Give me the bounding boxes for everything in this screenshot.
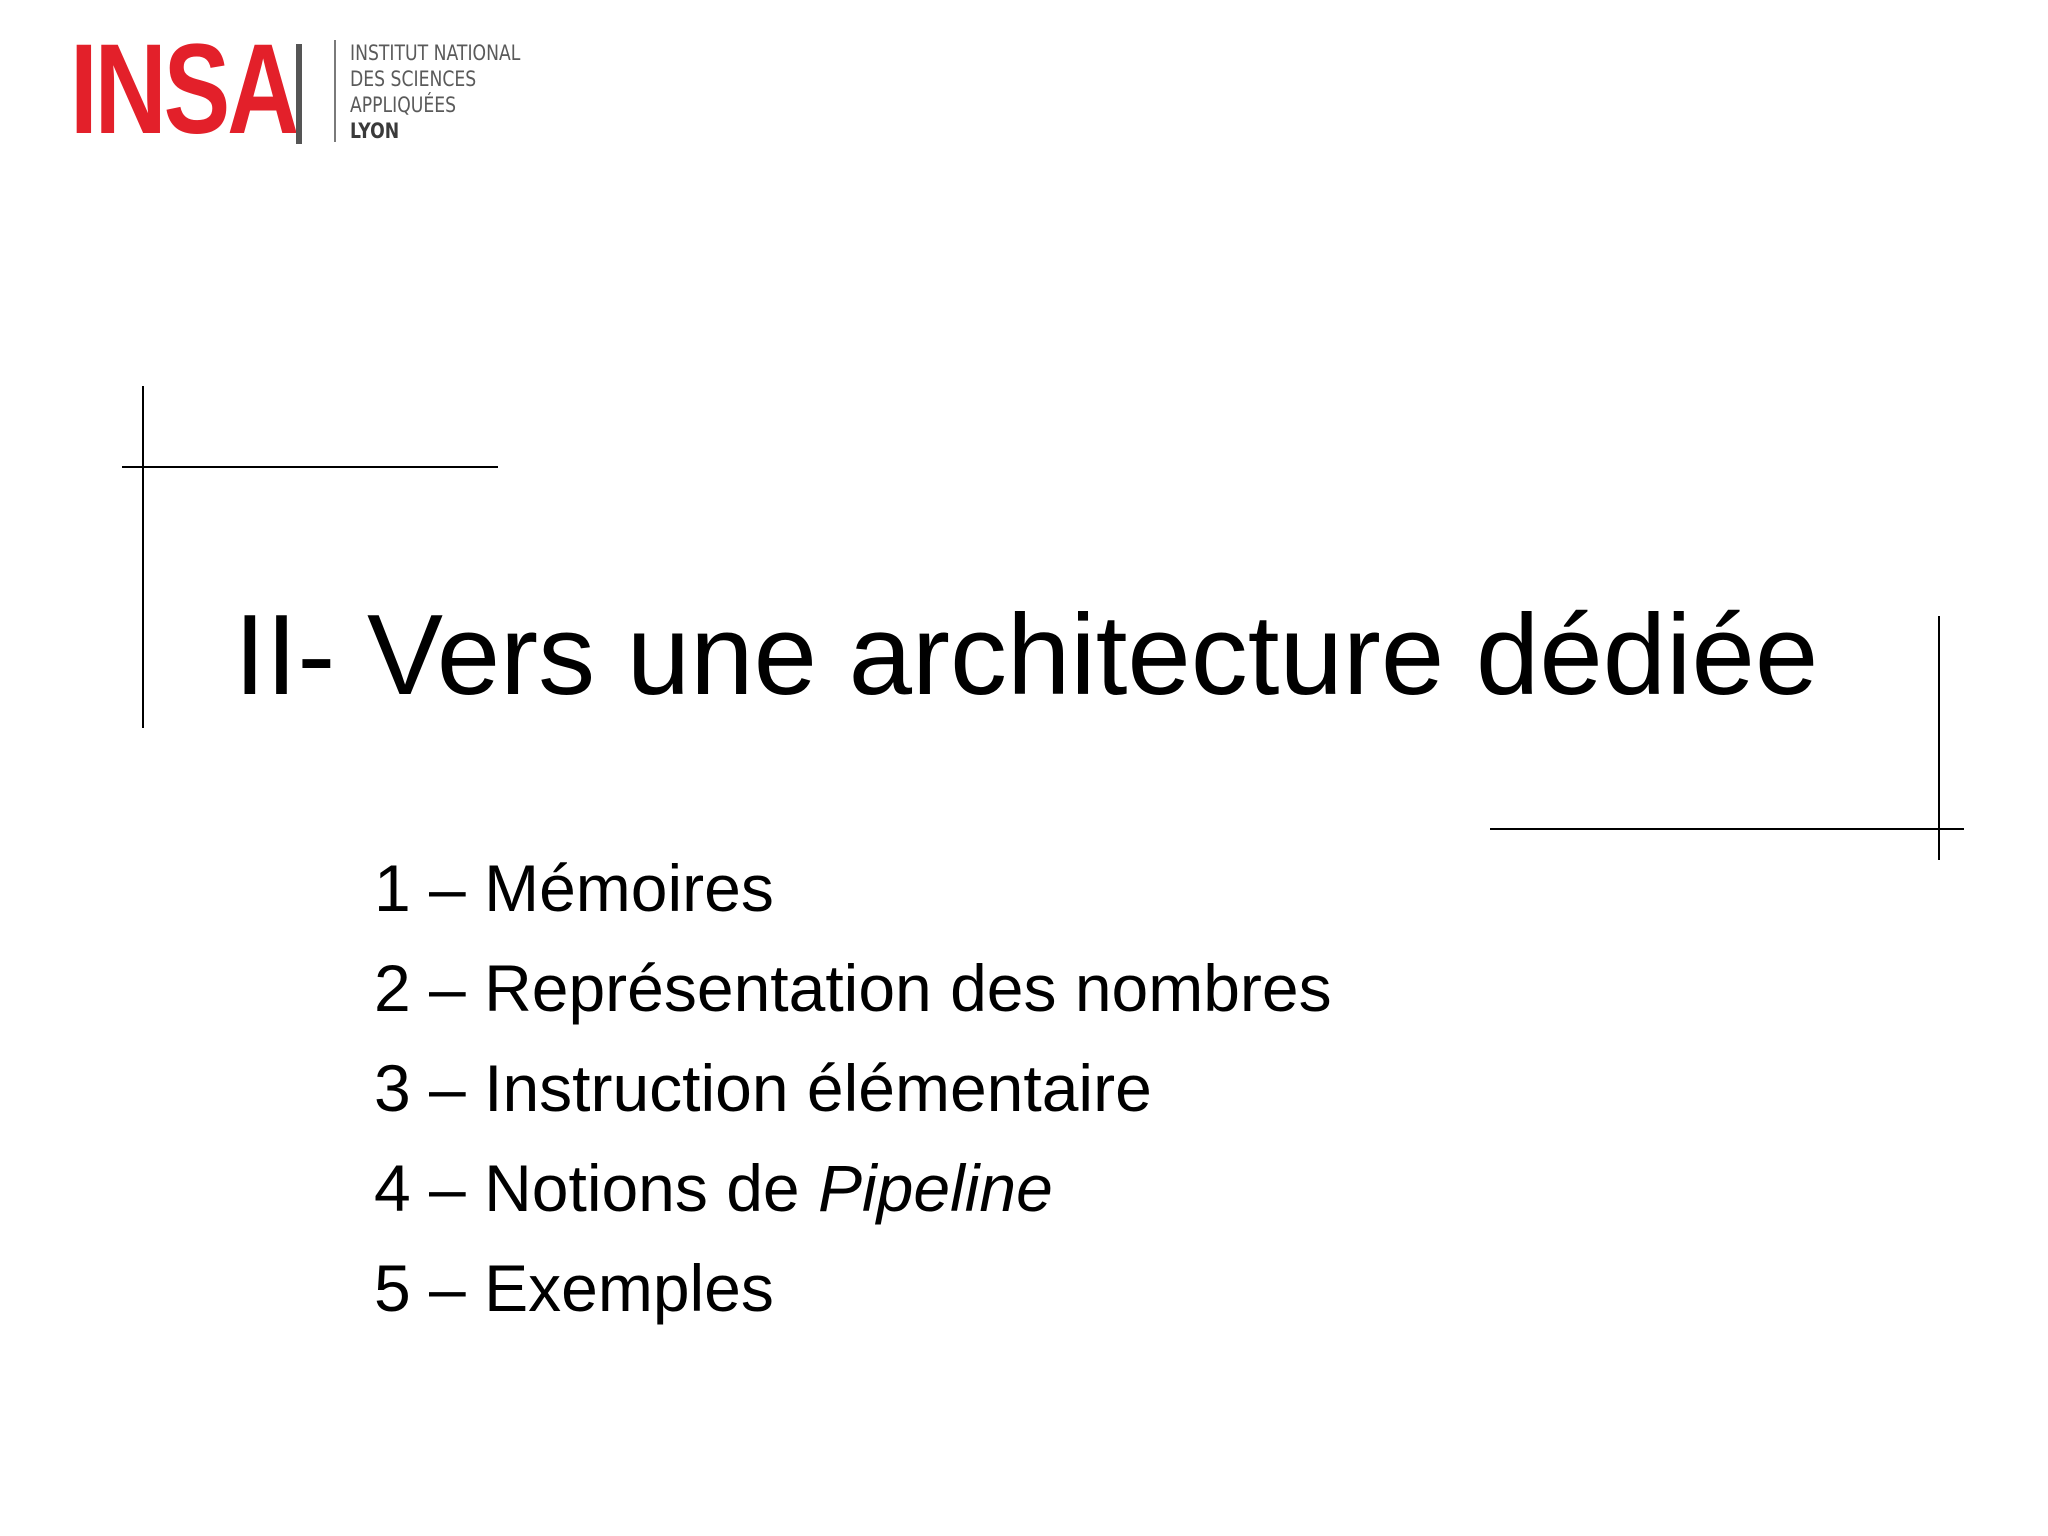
agenda-item: [374, 1038, 1332, 1138]
decor-line-horizontal-bottom: [1490, 828, 1964, 830]
agenda-item-number: 5: [374, 1251, 411, 1325]
agenda-item-text: Instruction élémentaire: [484, 1051, 1152, 1125]
logo-notch-graphic: [296, 44, 314, 144]
agenda-item-number: 1: [374, 851, 411, 925]
agenda-item-number: 2: [374, 951, 411, 1025]
agenda-item-italic-text: Pipeline: [817, 1151, 1053, 1225]
logo-wordmark: INSA: [70, 18, 297, 161]
logo-line-1: INSTITUT NATIONAL: [350, 41, 521, 65]
agenda-item-separator: –: [410, 951, 485, 1025]
agenda-item: [374, 838, 1332, 938]
agenda-item-number: 4: [374, 1151, 411, 1225]
decor-line-horizontal-top: [122, 466, 498, 468]
logo-city: LYON: [350, 119, 400, 143]
logo-divider: [334, 40, 336, 142]
agenda-item-number: 3: [374, 1051, 411, 1125]
agenda-item: [374, 1238, 1332, 1338]
agenda-item-text: Exemples: [484, 1251, 774, 1325]
agenda-item-text: Représentation des nombres: [484, 951, 1332, 1025]
insa-logo: [70, 18, 320, 161]
slide-title: II- Vers une architecture dédiée: [234, 592, 1819, 719]
decor-line-vertical-right: [1938, 616, 1940, 860]
agenda-item-text: Mémoires: [484, 851, 774, 925]
agenda-item-separator: –: [410, 851, 485, 925]
agenda-item: [374, 1138, 1332, 1238]
logo-line-2: DES SCIENCES: [350, 67, 477, 91]
agenda-list: [374, 838, 1332, 1338]
agenda-item-separator: –: [410, 1151, 485, 1225]
agenda-item-text: Notions de: [484, 1151, 818, 1225]
agenda-item: [374, 938, 1332, 1038]
agenda-item-separator: –: [410, 1051, 485, 1125]
decor-line-vertical-left: [142, 386, 144, 728]
logo-line-3: APPLIQUÉES: [350, 93, 457, 117]
logo-institution-text: [350, 40, 520, 144]
agenda-item-separator: –: [410, 1251, 485, 1325]
